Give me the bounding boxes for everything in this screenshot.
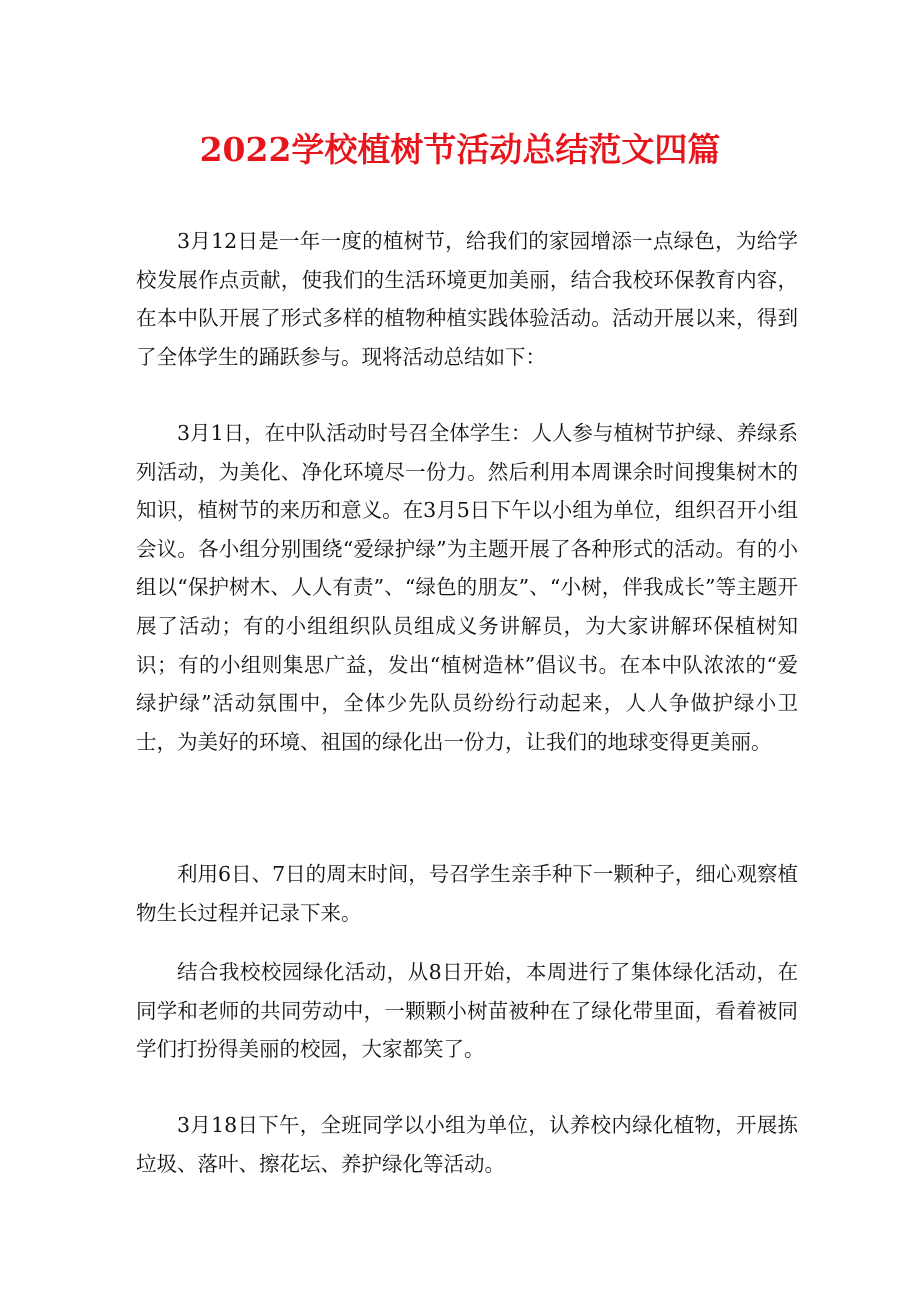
paragraph-2: 3月1日，在中队活动时号召全体学生：人人参与植树节护绿、养绿系列活动，为美化、净化环境尽一份力。然后利用本周课余时间搜集树木的知识，植树节的来历和意义。在3月5日下午以小组为单位，组织召开小组会议。各小组分别围绕“爱绿护绿”为主题开展了各种形式的活动。有的小组以“保护树木、人人有责”、“绿色的朋友”、“小树，伴我成长”等主题开展了活动；有的小组组织队员组成义务讲解员，为大家讲解环保植树知识；有的小组则集思广益，发出“植树造林”倡议书。在本中队浓浓的“爱绿护绿”活动氛围中，全体少先队员纷纷行动起来，人人争做护绿小卫士，为美好的环境、祖国的绿化出一份力，让我们的地球变得更美丽。 (136, 421, 798, 754)
paragraph-1: 3月12日是一年一度的植树节，给我们的家园增添一点绿色，为给学校发展作点贡献，使我们的生活环境更加美丽，结合我校环保教育内容，在本中队开展了形式多样的植物种植实践体验活动。活动开展以来，得到了全体学生的踊跃参与。现将活动总结如下： (136, 229, 798, 369)
paragraph-block-1 (136, 222, 798, 376)
document-title: 2022学校植树节活动总结范文四篇 (199, 130, 721, 169)
paragraph-3: 利用6日、7日的周末时间，号召学生亲手种下一颗种子，细心观察植物生长过程并记录下来。 (136, 862, 798, 925)
paragraph-block-5 (136, 1106, 798, 1183)
paragraph-4: 结合我校校园绿化活动，从8日开始，本周进行了集体绿化活动，在同学和老师的共同劳动中，一颗颗小树苗被种在了绿化带里面，看着被同学们打扮得美丽的校园，大家都笑了。 (136, 960, 798, 1062)
paragraph-5: 3月18日下午，全班同学以小组为单位，认养校内绿化植物，开展拣垃圾、落叶、擦花坛、养护绿化等活动。 (136, 1113, 798, 1176)
paragraph-block-4 (136, 953, 798, 1069)
paragraph-block-2 (136, 414, 798, 761)
paragraph-block-3 (136, 855, 798, 932)
